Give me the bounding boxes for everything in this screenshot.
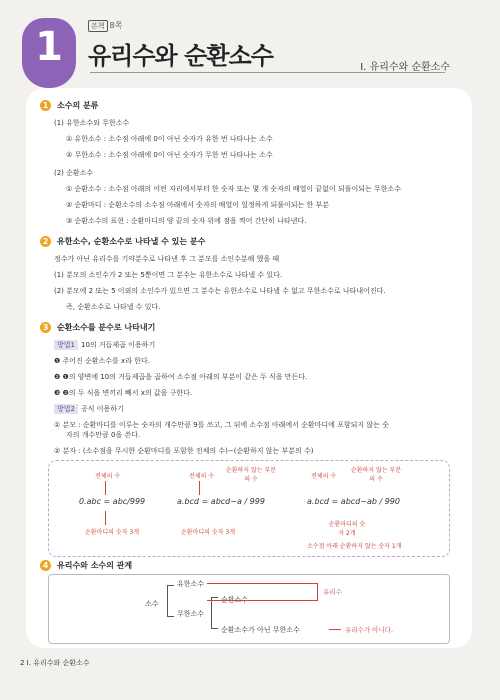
f3-bottom-label-1: 순환마디의 숫자 2개 xyxy=(328,521,366,537)
s1-line: (2) 순환소수 xyxy=(54,169,94,177)
s1-line: ② 순환마디 : 순환소수의 소수점 아래에서 숫자의 배열이 일정하게 되풀이되는 한 부분 xyxy=(66,201,330,209)
ref-page: 8쪽 xyxy=(109,21,123,30)
unit-label: Ⅰ. 유리수와 순환소수 xyxy=(360,62,450,73)
section-4-number: 4 xyxy=(40,560,51,571)
f2-bracket xyxy=(199,481,201,495)
tree-finite: 유한소수 xyxy=(177,580,205,588)
formula-1: 0.abc = abc/999 xyxy=(79,497,146,506)
s3-line: ❸ ❷의 두 식을 변끼리 빼서 x의 값을 구한다. xyxy=(54,389,193,397)
tree-infinite: 무한소수 xyxy=(177,610,205,618)
s1-line: ① 순환소수 : 소수점 아래의 어떤 자리에서부터 한 숫자 또는 몇 개 숫자의 배열이 끝없이 되풀이되는 무한소수 xyxy=(66,185,402,193)
section-3-title: 순환소수를 분수로 나타내기 xyxy=(57,323,156,332)
s1-line: ① 유한소수 : 소수점 아래에 0이 아닌 숫자가 유한 번 나타나는 소수 xyxy=(66,135,273,143)
content-card xyxy=(26,88,472,648)
s1-line: ② 무한소수 : 소수점 아래에 0이 아닌 숫자가 무한 번 나타나는 소수 xyxy=(66,151,273,159)
s1-line: (1) 유한소수와 무한소수 xyxy=(54,119,130,127)
method-1-title: 10의 거듭제곱 이용하기 xyxy=(80,341,156,349)
f2-top-label-1: 전체의 수 xyxy=(189,473,215,480)
method-2-title: 공식 이용하기 xyxy=(80,405,124,413)
s2-line: (2) 분모에 2 또는 5 이외의 소인수가 있으면 그 분수는 유한소수로 나타낼 수 없고 무한소수로 나타내어진다. xyxy=(54,287,386,295)
f3-top-label-1: 전체의 수 xyxy=(311,473,337,480)
f3-bottom-label-2: 소수점 아래 순환하지 않는 숫자 1개 xyxy=(307,543,402,550)
chapter-badge xyxy=(22,18,76,88)
method-2-tag: 방법2 xyxy=(54,404,78,414)
f1-bracket xyxy=(105,511,107,525)
footer: 2 Ⅰ. 유리수와 순환소수 xyxy=(20,659,90,667)
section-4-title: 유리수와 소수의 관계 xyxy=(57,561,133,570)
s3-line: ① 분모 : 순환마디를 이루는 숫자의 개수만큼 9를 쓰고, 그 뒤에 소수점 아래에서 순환마디에 포함되지 않는 숫 xyxy=(54,421,389,429)
formula-2: a.bcd = abcd−a / 999 xyxy=(177,497,265,506)
section-2-heading xyxy=(40,236,205,247)
section-1-title: 소수의 분류 xyxy=(57,101,99,110)
tree-brace xyxy=(211,597,218,629)
rational-bracket xyxy=(207,583,318,601)
ref-tag: 본책 xyxy=(88,20,108,32)
s1-line: ③ 순환소수의 표현 : 순환마디의 양 끝의 숫자 위에 점을 찍어 간단히 나타낸다. xyxy=(66,217,307,225)
section-2-number: 2 xyxy=(40,236,51,247)
s3-line: ❶ 주어진 순환소수를 x라 한다. xyxy=(54,357,150,365)
s3-line: ❷ ❶의 양변에 10의 거듭제곱을 곱하여 소수점 아래의 부분이 같은 두 식을 만든다. xyxy=(54,373,308,381)
formula-box xyxy=(48,460,450,557)
tree-nonrepeating: 순환소수가 아닌 무한소수 xyxy=(221,626,300,634)
section-3-number: 3 xyxy=(40,322,51,333)
method-1-heading xyxy=(54,340,155,350)
f1-bottom-label: 순환마디의 숫자 3개 xyxy=(85,529,140,536)
method-1-tag: 방법1 xyxy=(54,340,78,350)
chapter-number: 1 xyxy=(35,24,63,70)
section-2-title: 유한소수, 순환소수로 나타낼 수 있는 분수 xyxy=(57,237,206,246)
f3-top-label-2: 순환하지 않는 부분의 수 xyxy=(350,467,402,483)
s3-line: ② 분자 : (소수점을 무시한 순환마디를 포함한 전체의 수)−(순환하지 않는 부분의 수) xyxy=(54,447,314,455)
section-1-number: 1 xyxy=(40,100,51,111)
f1-bracket xyxy=(105,481,107,495)
f1-top-label: 전체의 수 xyxy=(95,473,121,480)
section-4-heading xyxy=(40,560,132,571)
tree-root: 소수 xyxy=(145,600,159,608)
number-tree-box xyxy=(48,574,450,644)
section-3-heading xyxy=(40,322,155,333)
tree-repeating: 순환소수 xyxy=(221,596,249,604)
s2-line: 정수가 아닌 유리수를 기약분수로 나타낸 후 그 분모를 소인수분해 했을 때 xyxy=(54,255,280,263)
f2-bottom-label: 순환마디의 숫자 3개 xyxy=(181,529,236,536)
f2-top-label-2: 순환하지 않는 부분의 수 xyxy=(225,467,277,483)
header xyxy=(0,0,500,90)
tree-brace xyxy=(167,585,174,617)
s2-line: (1) 분모의 소인수가 2 또는 5뿐이면 그 분수는 유한소수로 나타낼 수 있다. xyxy=(54,271,283,279)
formula-3: a.bcd = abcd−ab / 990 xyxy=(307,497,400,506)
s2-line: 즉, 순환소수로 나타낼 수 있다. xyxy=(66,303,161,311)
s3-line-cont: 자의 개수만큼 0을 쓴다. xyxy=(66,431,141,439)
tree-not-rational: 유리수가 아니다. xyxy=(345,626,394,634)
tree-rational: 유리수 xyxy=(323,588,342,596)
section-1-heading xyxy=(40,100,98,111)
method-2-heading xyxy=(54,404,124,414)
page-title: 유리수와 순환소수 xyxy=(88,42,273,70)
reference xyxy=(88,20,122,32)
irrational-arrow xyxy=(329,629,341,630)
